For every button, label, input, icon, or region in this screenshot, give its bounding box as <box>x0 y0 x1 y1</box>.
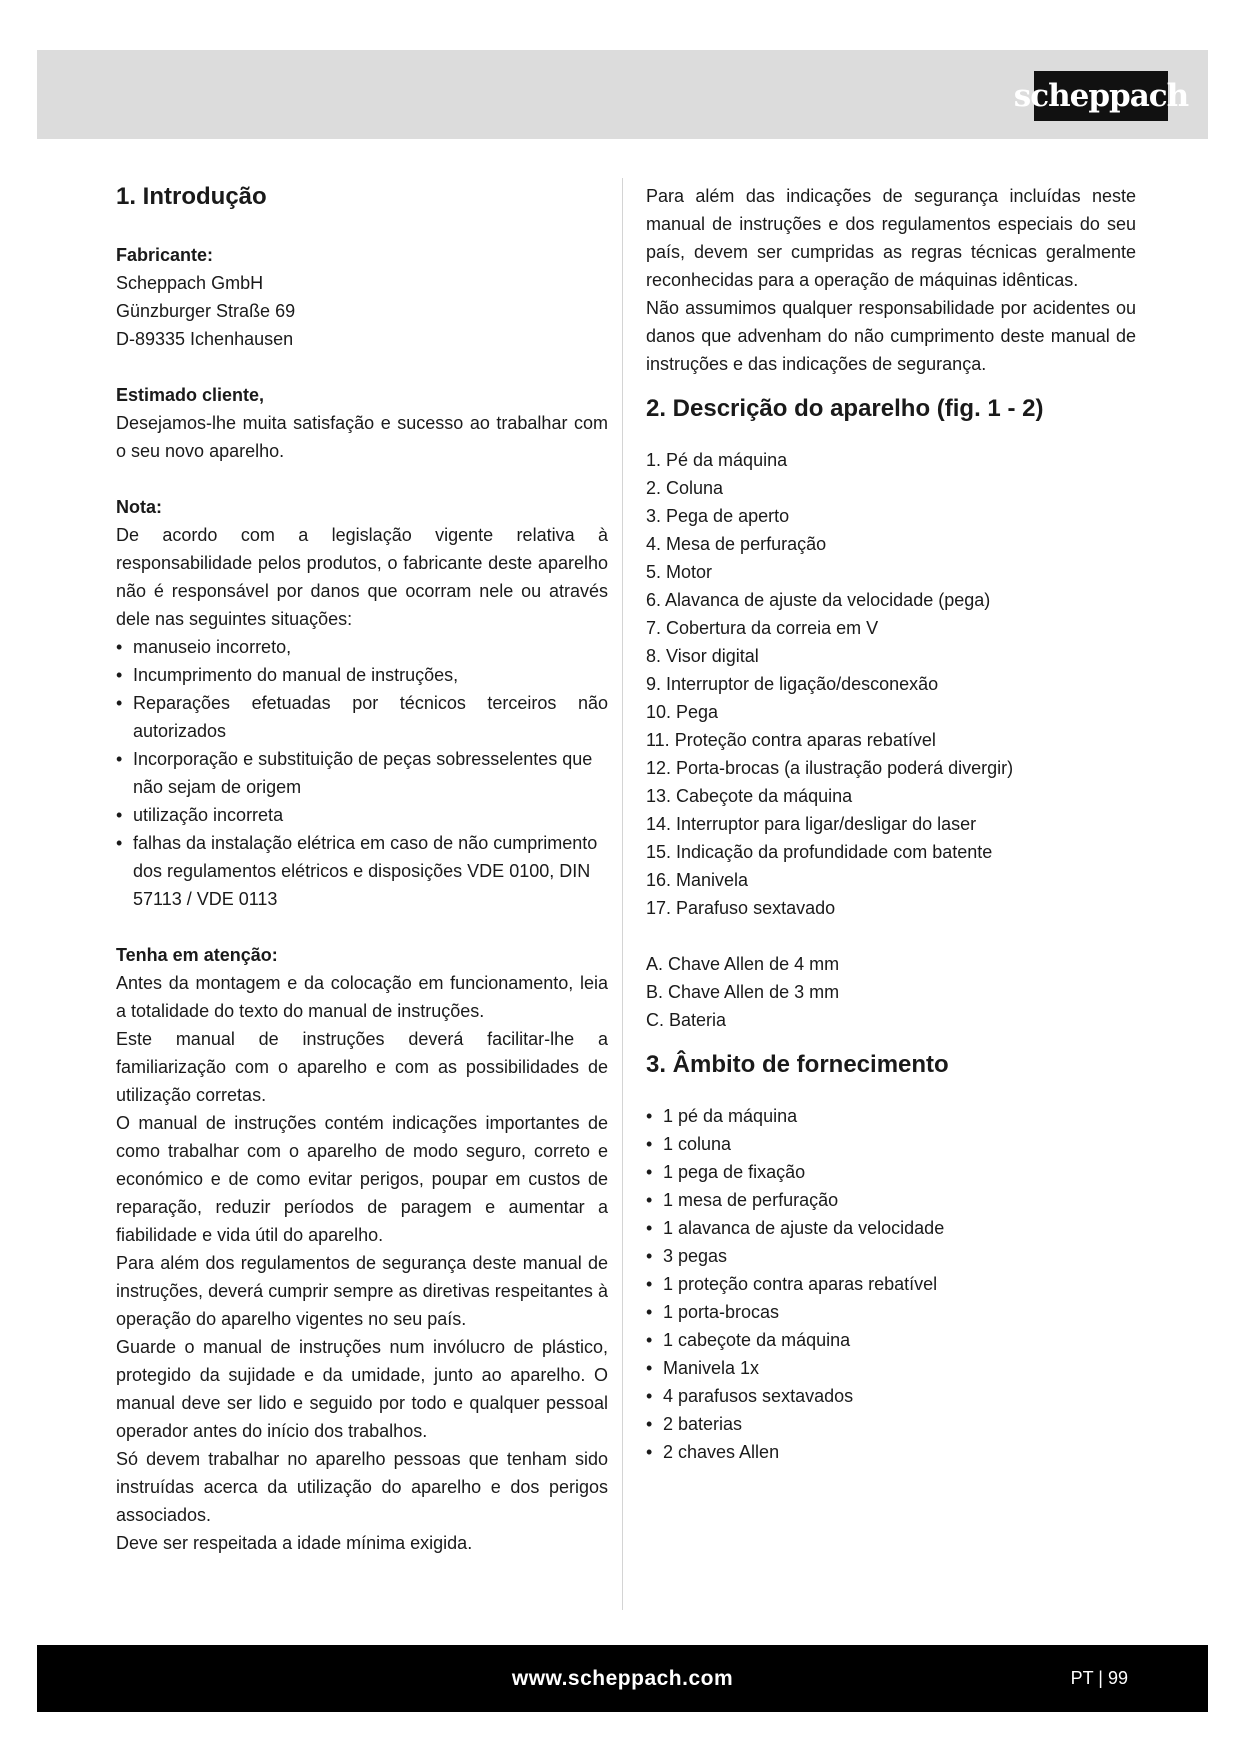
scheppach-logo: scheppach <box>1034 71 1168 121</box>
list-item: • 3 pegas <box>646 1246 728 1266</box>
list-item: B. Chave Allen de 3 mm <box>646 982 840 1002</box>
attention-paragraph: Só devem trabalhar no aparelho pessoas que tenham sido instruídas acerca da utilização do aparelho e dos perigos associados. <box>116 1449 608 1525</box>
list-item: • 4 parafusos sextavados <box>646 1386 854 1406</box>
delivery-heading: 3. Âmbito de fornecimento <box>646 1051 949 1078</box>
attention-paragraph: Este manual de instruções deverá facilitar-lhe a familiarização com o aparelho e com as possibilidades de utilização corretas. <box>116 1029 608 1105</box>
liability-paragraph: Não assumimos qualquer responsabilidade por acidentes ou danos que advenham do não cumprimento deste manual de instruções e das indicações de segurança. <box>646 298 1136 374</box>
list-item: • 1 pega de fixação <box>646 1162 806 1182</box>
list-item: 7. Cobertura da correia em V <box>646 618 879 638</box>
list-item: • Incorporação e substituição de peças sobresselentes que não sejam de origem <box>116 749 593 797</box>
parts-list <box>646 446 1136 922</box>
list-item: 16. Manivela <box>646 870 749 890</box>
accessories-list <box>646 950 1136 1034</box>
list-item: 11. Proteção contra aparas rebatível <box>646 730 936 750</box>
manufacturer-name: Scheppach GmbH <box>116 273 264 293</box>
list-item: • 2 baterias <box>646 1414 743 1434</box>
list-item: 5. Motor <box>646 562 713 582</box>
manufacturer-city: D-89335 Ichenhausen <box>116 329 294 349</box>
list-item: 4. Mesa de perfuração <box>646 534 827 554</box>
list-item: • Manivela 1x <box>646 1358 760 1378</box>
delivery-list <box>646 1102 1136 1466</box>
list-item: 15. Indicação da profundidade com batente <box>646 842 993 862</box>
customer-text: Desejamos-lhe muita satisfação e sucesso ao trabalhar com o seu novo aparelho. <box>116 413 608 461</box>
list-item: • manuseio incorreto, <box>116 637 292 657</box>
attention-paragraph: Deve ser respeitada a idade mínima exigida. <box>116 1533 473 1553</box>
list-item: • utilização incorreta <box>116 805 284 825</box>
list-item: • 1 pé da máquina <box>646 1106 798 1126</box>
manufacturer-street: Günzburger Straße 69 <box>116 301 296 321</box>
description-heading: 2. Descrição do aparelho (fig. 1 - 2) <box>646 395 1044 422</box>
list-item: 17. Parafuso sextavado <box>646 898 836 918</box>
footer-bar <box>37 1645 1208 1712</box>
header-bar <box>37 50 1208 139</box>
list-item: 10. Pega <box>646 702 719 722</box>
right-column <box>646 182 1136 1466</box>
list-item: • 1 alavanca de ajuste da velocidade <box>646 1218 945 1238</box>
list-item: A. Chave Allen de 4 mm <box>646 954 840 974</box>
page-number: PT | 99 <box>1070 1668 1128 1688</box>
safety-paragraph: Para além das indicações de segurança incluídas neste manual de instruções e dos regulamentos especiais do seu país, devem ser cumpridas as regras técnicas geralmente reconhecidas para a operação de máquinas idênticas. <box>646 186 1136 290</box>
list-item: • Reparações efetuadas por técnicos terceiros não autorizados <box>116 693 608 741</box>
list-item: • 1 proteção contra aparas rebatível <box>646 1274 938 1294</box>
list-item: 1. Pé da máquina <box>646 450 788 470</box>
attention-label: Tenha em atenção: <box>116 945 278 965</box>
list-item: • 2 chaves Allen <box>646 1442 780 1462</box>
list-item: 8. Visor digital <box>646 646 759 666</box>
list-item: • 1 cabeçote da máquina <box>646 1330 851 1350</box>
list-item: 3. Pega de aperto <box>646 506 790 526</box>
customer-label: Estimado cliente, <box>116 385 265 405</box>
list-item: 12. Porta-brocas (a ilustração poderá divergir) <box>646 758 1014 778</box>
list-item: C. Bateria <box>646 1010 727 1030</box>
attention-paragraph: Para além dos regulamentos de segurança deste manual de instruções, deverá cumprir sempre as diretivas respeitantes à operação do aparelho vigentes no seu país. <box>116 1253 608 1329</box>
manufacturer-label: Fabricante: <box>116 245 214 265</box>
note-text: De acordo com a legislação vigente relativa à responsabilidade pelos produtos, o fabricante deste aparelho não é responsável por danos que ocorram nele ou através dele nas seguintes situações: <box>116 525 608 629</box>
list-item: 14. Interruptor para ligar/desligar do laser <box>646 814 977 834</box>
list-item: • 1 mesa de perfuração <box>646 1190 839 1210</box>
list-item: • Incumprimento do manual de instruções, <box>116 665 459 685</box>
list-item: • 1 porta-brocas <box>646 1302 780 1322</box>
list-item: 2. Coluna <box>646 478 724 498</box>
list-item: 13. Cabeçote da máquina <box>646 786 853 806</box>
attention-paragraph: Guarde o manual de instruções num invólucro de plástico, protegido da sujidade e da umidade, junto ao aparelho. O manual deve ser lido e seguido por todo e qualquer pessoal operador antes do início dos trabalhos. <box>116 1337 608 1441</box>
list-item: • 1 coluna <box>646 1134 732 1154</box>
list-item: 6. Alavanca de ajuste da velocidade (pega) <box>646 590 991 610</box>
column-divider <box>622 178 623 1610</box>
list-item: • falhas da instalação elétrica em caso de não cumprimento dos regulamentos elétricos e disposições VDE 0100, DIN 57113 / VDE 0113 <box>116 833 598 909</box>
website-link[interactable]: www.scheppach.com <box>511 1667 734 1690</box>
left-column <box>116 182 608 1557</box>
intro-heading: 1. Introdução <box>116 183 267 210</box>
attention-paragraph: Antes da montagem e da colocação em funcionamento, leia a totalidade do texto do manual de instruções. <box>116 973 608 1021</box>
attention-paragraph: O manual de instruções contém indicações importantes de como trabalhar com o aparelho de modo seguro, correto e económico e de como evitar perigos, poupar em custos de reparação, reduzir períodos de paragem e aumentar a fiabilidade e vida útil do aparelho. <box>116 1113 608 1245</box>
list-item: 9. Interruptor de ligação/desconexão <box>646 674 939 694</box>
note-label: Nota: <box>116 497 162 517</box>
